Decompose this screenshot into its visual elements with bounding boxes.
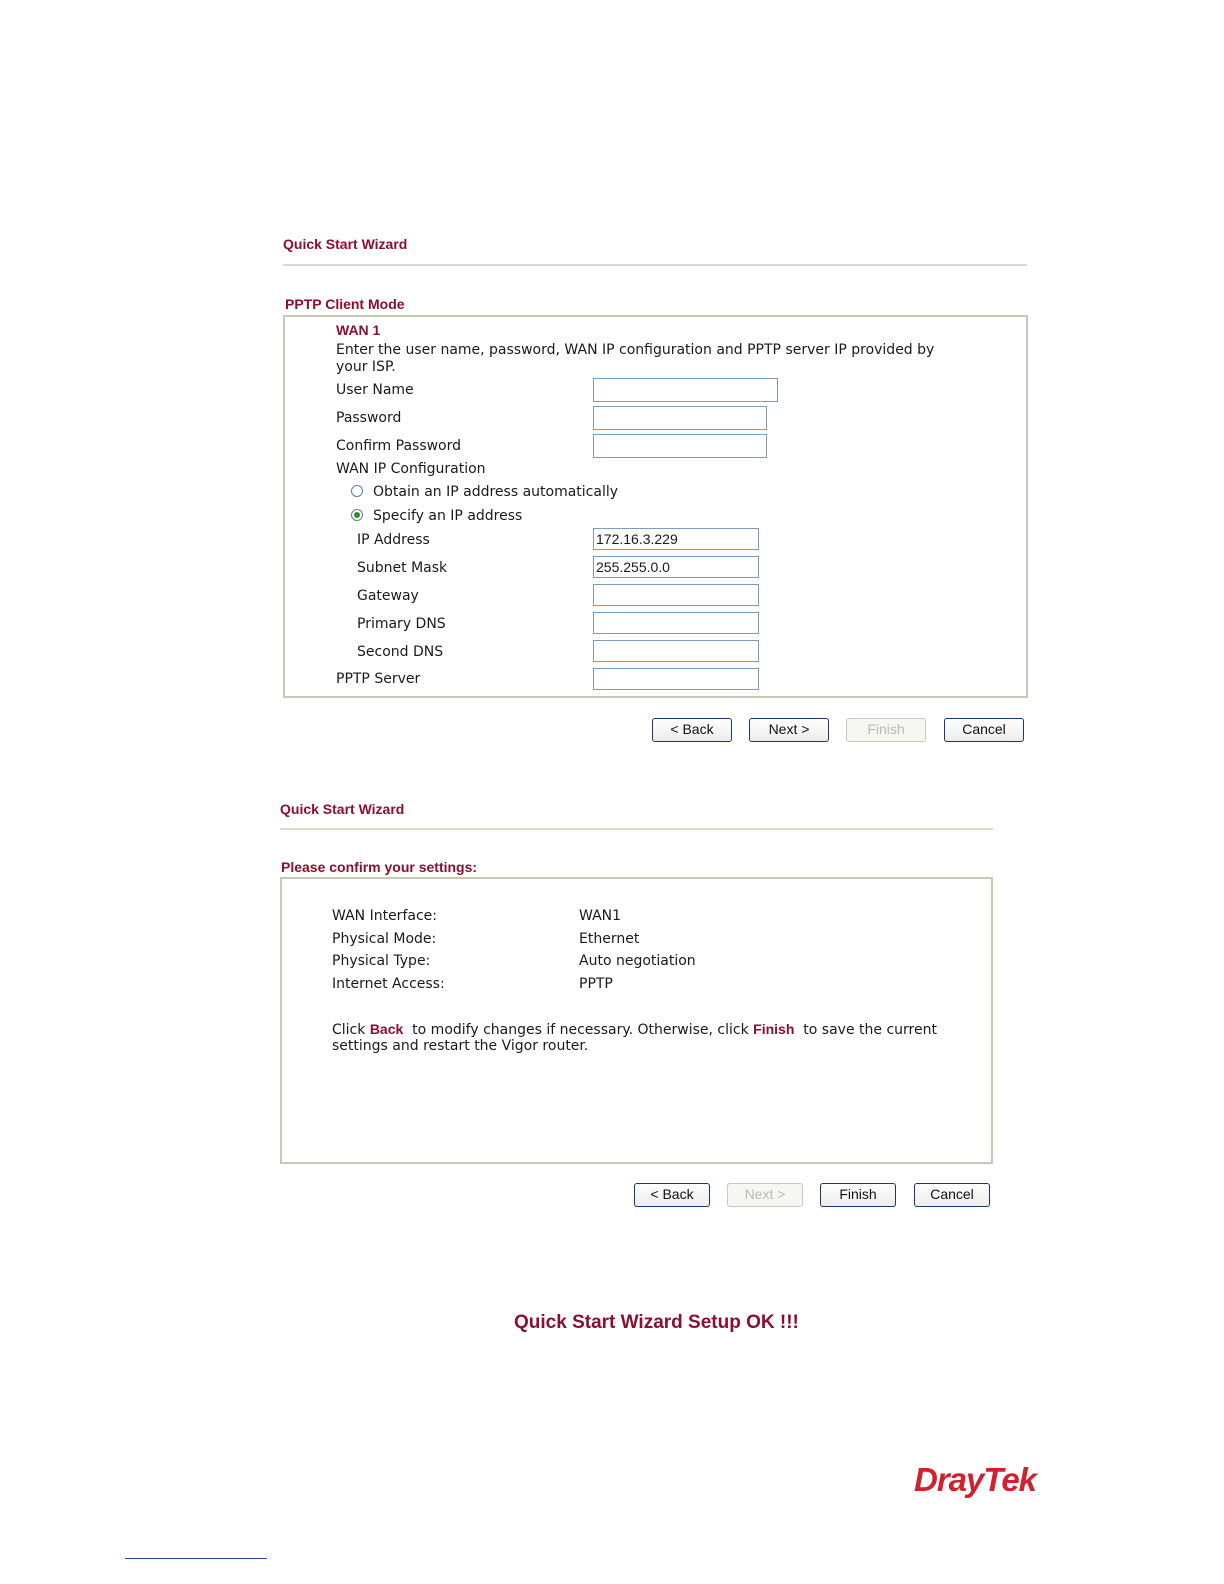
- draytek-logo: DrayTek: [914, 1461, 1037, 1498]
- radio-selected-dot: [354, 512, 360, 518]
- subnet-mask-label: Subnet Mask: [357, 560, 448, 576]
- confirm-note-line2: settings and restart the Vigor router.: [332, 1038, 589, 1054]
- user-name-label: User Name: [336, 382, 414, 398]
- user-name-input[interactable]: [593, 378, 778, 402]
- password-input[interactable]: [593, 406, 767, 430]
- specify-ip-radio[interactable]: [351, 509, 363, 521]
- gateway-label: Gateway: [357, 588, 419, 604]
- password-label: Password: [336, 410, 402, 426]
- wan1-heading: WAN 1: [336, 322, 381, 338]
- confirm-password-input[interactable]: [593, 434, 767, 458]
- note-back-word: Back: [369, 1021, 404, 1037]
- note-text: to modify changes if necessary. Otherwise, click: [403, 1022, 754, 1038]
- pptp-server-input[interactable]: [593, 668, 759, 690]
- pptp-section-title: PPTP Client Mode: [285, 296, 405, 312]
- second-dns-input[interactable]: [593, 640, 759, 662]
- primary-dns-label: Primary DNS: [357, 616, 446, 632]
- wizard1-title: Quick Start Wizard: [283, 236, 408, 252]
- pptp-server-label: PPTP Server: [336, 671, 421, 687]
- obtain-ip-auto-label: Obtain an IP address automatically: [373, 484, 619, 500]
- obtain-ip-auto-radio[interactable]: [351, 485, 363, 497]
- back-button[interactable]: < Back: [634, 1183, 710, 1207]
- gateway-input[interactable]: [593, 584, 759, 606]
- ip-address-input[interactable]: 172.16.3.229: [593, 528, 759, 550]
- summary-label: Physical Mode:: [332, 931, 437, 947]
- next-button[interactable]: Next >: [727, 1183, 803, 1207]
- finish-button[interactable]: Finish: [846, 718, 926, 742]
- footer-rule: [125, 1558, 267, 1559]
- note-text: to save the current: [794, 1022, 937, 1038]
- second-dns-label: Second DNS: [357, 644, 444, 660]
- summary-value: WAN1: [579, 908, 622, 924]
- finish-button[interactable]: Finish: [820, 1183, 896, 1207]
- cancel-button[interactable]: Cancel: [944, 718, 1024, 742]
- wan-ip-config-label: WAN IP Configuration: [336, 461, 486, 477]
- summary-value: Auto negotiation: [579, 953, 696, 969]
- intro-text-line2: your ISP.: [336, 359, 396, 375]
- confirm-section-title: Please confirm your settings:: [281, 859, 478, 875]
- intro-text-line1: Enter the user name, password, WAN IP configuration and PPTP server IP provided by: [336, 342, 935, 358]
- summary-label: WAN Interface:: [332, 908, 437, 924]
- subnet-mask-input[interactable]: 255.255.0.0: [593, 556, 759, 578]
- wizard2-divider: [280, 828, 993, 830]
- primary-dns-input[interactable]: [593, 612, 759, 634]
- ip-address-label: IP Address: [357, 532, 430, 548]
- confirm-note-line1: [332, 1021, 937, 1039]
- note-finish-word: Finish: [753, 1021, 795, 1037]
- wizard2-title: Quick Start Wizard: [280, 801, 405, 817]
- back-button[interactable]: < Back: [652, 718, 732, 742]
- wizard1-divider: [283, 264, 1027, 266]
- cancel-button[interactable]: Cancel: [914, 1183, 990, 1207]
- summary-value: Ethernet: [579, 931, 640, 947]
- setup-ok-message: Quick Start Wizard Setup OK !!!: [514, 1312, 799, 1333]
- note-text: Click: [332, 1022, 370, 1038]
- summary-label: Internet Access:: [332, 976, 445, 992]
- next-button[interactable]: Next >: [749, 718, 829, 742]
- specify-ip-label: Specify an IP address: [373, 508, 523, 524]
- summary-label: Physical Type:: [332, 953, 431, 969]
- confirm-password-label: Confirm Password: [336, 438, 462, 454]
- summary-value: PPTP: [579, 976, 613, 992]
